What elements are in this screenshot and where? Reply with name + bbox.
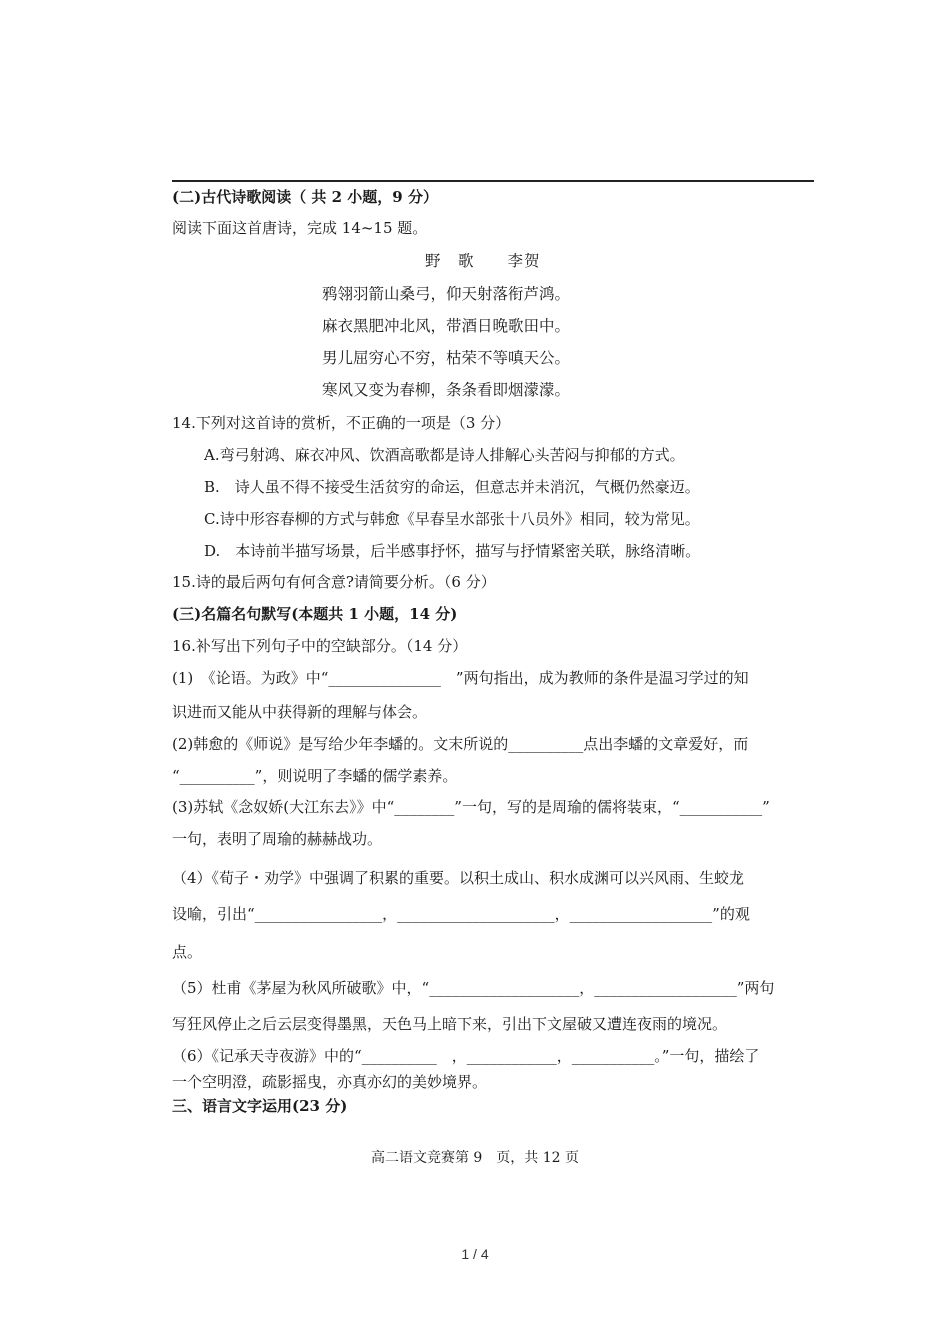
q14-stem: 14.下列对这首诗的赏析，不正确的一项是（3 分） [172, 414, 511, 432]
page-indicator: 1 / 4 [461, 1246, 489, 1262]
fill-line-13: 一个空明澄，疏影摇曳，亦真亦幻的美妙境界。 [172, 1073, 488, 1091]
q14-option-c: C.诗中形容春柳的方式与韩愈《早春呈水部张十八员外》相同，较为常见。 [204, 510, 700, 528]
fill-line-5: (3)苏轼《念奴娇(大江东去》》中“________”一句，写的是周瑜的儒将装束，“___________” [172, 798, 770, 816]
fill-line-7: （4）《荀子・劝学》中强调了积累的重要。以积土成山、积水成渊可以兴风雨、生蛟龙 [172, 869, 745, 887]
q14-option-a: A.弯弓射鸿、麻衣冲风、饮酒高歌都是诗人排解心头苦闷与抑郁的方式。 [204, 446, 685, 464]
poem-line: 男儿屈穷心不穷，枯荣不等嗔天公。 [322, 349, 571, 367]
poem-line: 寒风又变为春柳，条条看即烟濛濛。 [322, 381, 571, 399]
fill-line-8: 设喻，引出“_________________，_____________________，___________________”的观 [172, 905, 750, 923]
poem-line: 麻衣黑肥冲北风，带酒日晚歌田中。 [322, 317, 571, 335]
fill-line-11: 写狂风停止之后云层变得墨黑，天色马上暗下来，引出下文屋破又遭连夜雨的境况。 [172, 1015, 728, 1033]
poem-line: 鸦翎羽箭山桑弓，仰天射落衔芦鸿。 [322, 285, 571, 303]
section2-heading: (二)古代诗歌阅读（ 共 2 小题，9 分） [172, 188, 438, 206]
top-rule [172, 180, 814, 182]
section3-heading: (三)名篇名句默写(本题共 1 小题，14 分) [172, 605, 458, 623]
fill-line-4: “__________”，则说明了李蟠的儒学素养。 [172, 767, 458, 785]
fill-line-2: 识进而又能从中获得新的理解与体会。 [172, 703, 428, 721]
q16-stem: 16.补写出下列句子中的空缺部分。（14 分） [172, 637, 468, 655]
poem-title: 野 歌 李贺 [425, 252, 541, 270]
fill-line-1: (1) 《论语。为政》中“_______________ ”两句指出，成为教师的条件是温习学过的知 [172, 669, 749, 687]
section2-intro: 阅读下面这首唐诗，完成 14~15 题。 [172, 219, 428, 237]
fill-line-3: (2)韩愈的《师说》是写给少年李蟠的。文末所说的__________点出李蟠的文章爱好，而 [172, 735, 749, 753]
fill-line-6: 一句，表明了周瑜的赫赫战功。 [172, 830, 383, 848]
fill-line-10: （5）杜甫《茅屋为秋风所破歌》中，“____________________，___________________”两句 [172, 979, 775, 997]
fill-line-12: （6）《记承天寺夜游》中的“__________ ，____________，___________。”一句，描绘了 [172, 1047, 760, 1065]
q14-option-b: B. 诗人虽不得不接受生活贫穷的命运，但意志并未消沉，气概仍然豪迈。 [204, 478, 700, 496]
page-footer: 高二语文竞赛第 9 页，共 12 页 [370, 1150, 580, 1166]
q15-stem: 15.诗的最后两句有何含意?请简要分析。（6 分） [172, 573, 496, 591]
q14-option-d: D. 本诗前半描写场景，后半感事抒怀，描写与抒情紧密关联，脉络清晰。 [204, 542, 701, 560]
fill-line-9: 点。 [172, 943, 203, 961]
part3-heading: 三、语言文字运用(23 分) [172, 1097, 348, 1115]
